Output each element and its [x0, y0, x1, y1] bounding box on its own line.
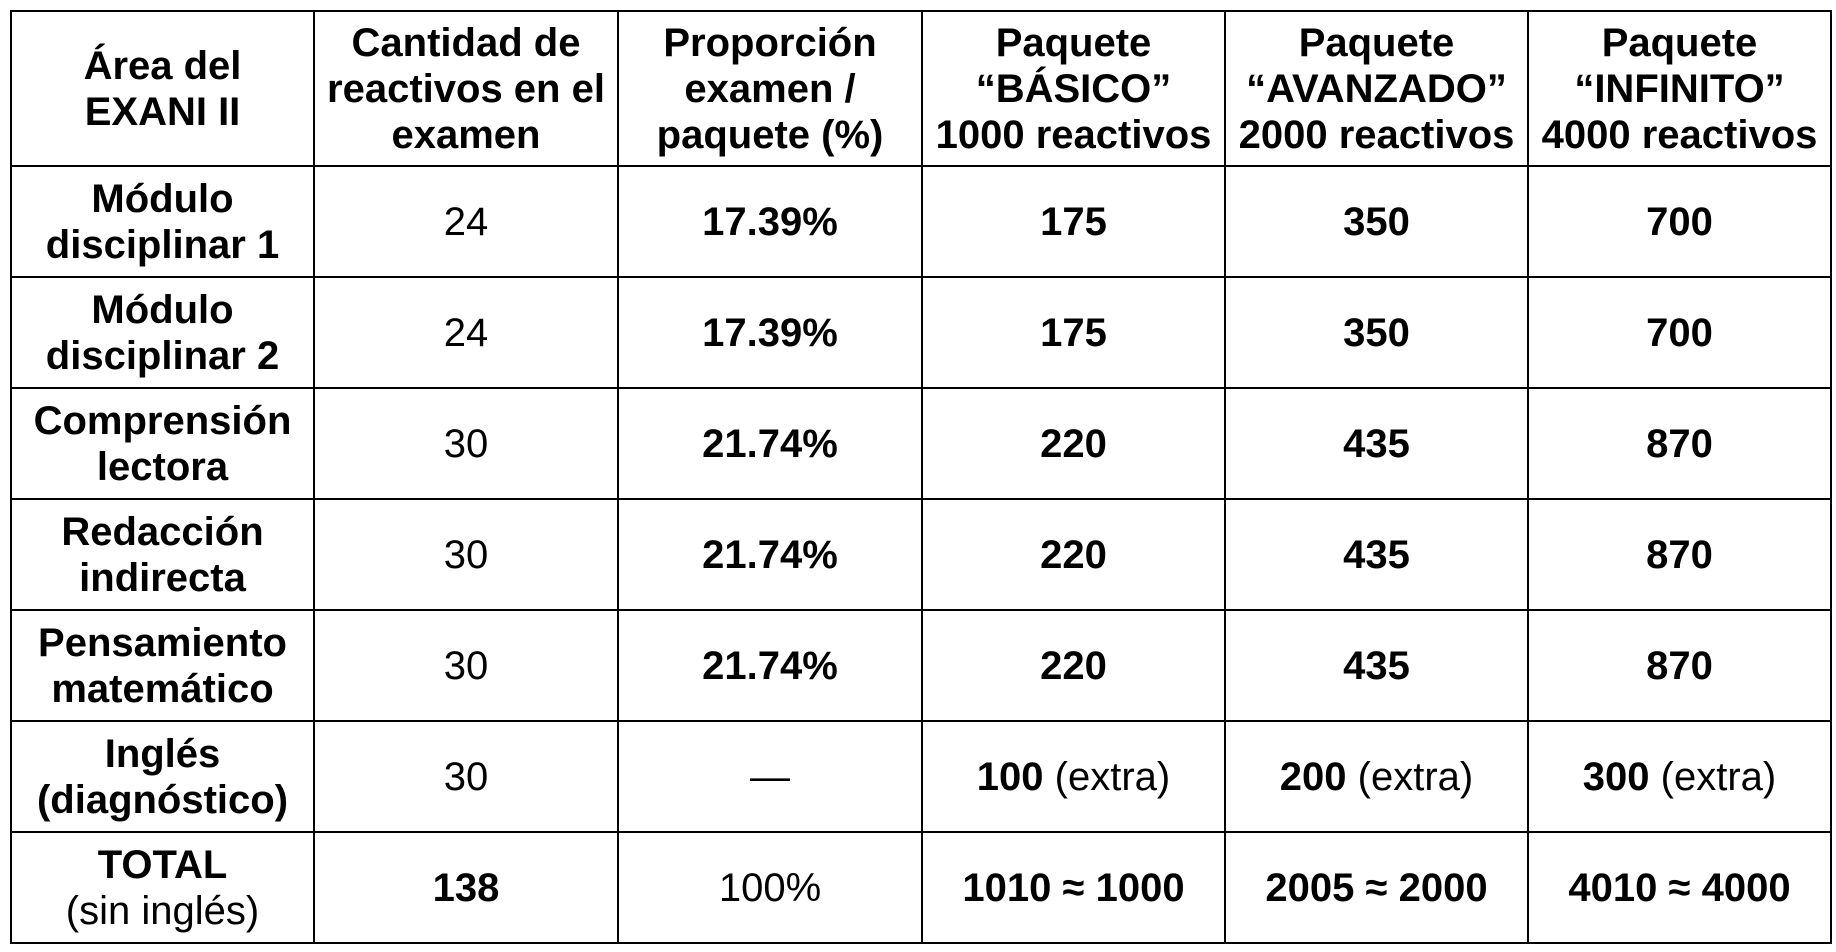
- total-basico-cell: 1010 ≈ 1000: [922, 832, 1225, 943]
- avanzado-cell: 435: [1225, 388, 1528, 499]
- basico-cell: 220: [922, 610, 1225, 721]
- extra-label: (extra): [1357, 754, 1474, 799]
- basico-cell: 175: [922, 166, 1225, 277]
- header-text: examen: [391, 112, 541, 157]
- header-text: EXANI II: [84, 89, 241, 134]
- area-text: Módulo: [91, 176, 234, 221]
- count-cell: 24: [314, 277, 618, 388]
- infinito-cell: 700: [1528, 277, 1831, 388]
- header-text: “BÁSICO”: [975, 66, 1172, 111]
- table-container: [10, 10, 1832, 944]
- header-text: reactivos en el: [327, 66, 605, 111]
- ingles-row: [11, 721, 1831, 832]
- table-row: [11, 610, 1831, 721]
- total-count-cell: 138: [314, 832, 618, 943]
- area-cell: [11, 166, 314, 277]
- basico-cell: [922, 721, 1225, 832]
- area-text: disciplinar 1: [45, 222, 280, 267]
- proportion-cell: 21.74%: [618, 388, 922, 499]
- area-cell: [11, 388, 314, 499]
- avanzado-value: 200: [1279, 754, 1347, 799]
- area-text: matemático: [51, 666, 274, 711]
- extra-label: (extra): [1660, 754, 1777, 799]
- area-text: indirecta: [79, 555, 246, 600]
- area-cell: [11, 277, 314, 388]
- header-avanzado: [1225, 11, 1528, 166]
- total-label-cell: [11, 832, 314, 943]
- area-cell: [11, 721, 314, 832]
- header-text: 2000 reactivos: [1238, 112, 1515, 157]
- header-count: [314, 11, 618, 166]
- area-text: (diagnóstico): [36, 777, 289, 822]
- count-cell: 30: [314, 721, 618, 832]
- header-row: [11, 11, 1831, 166]
- header-text: 1000 reactivos: [935, 112, 1212, 157]
- area-text: Redacción: [61, 509, 264, 554]
- header-basico: [922, 11, 1225, 166]
- area-text: lectora: [96, 444, 229, 489]
- count-cell: 24: [314, 166, 618, 277]
- header-infinito: [1528, 11, 1831, 166]
- table-row: [11, 388, 1831, 499]
- header-text: examen /: [684, 66, 856, 111]
- total-avanzado-cell: 2005 ≈ 2000: [1225, 832, 1528, 943]
- infinito-cell: [1528, 721, 1831, 832]
- infinito-cell: 870: [1528, 610, 1831, 721]
- header-text: Paquete: [1601, 20, 1758, 65]
- infinito-cell: 870: [1528, 388, 1831, 499]
- header-text: paquete (%): [656, 112, 884, 157]
- exani-packages-table: [10, 10, 1832, 944]
- total-infinito-cell: 4010 ≈ 4000: [1528, 832, 1831, 943]
- header-text: Cantidad de: [351, 20, 581, 65]
- basico-cell: 175: [922, 277, 1225, 388]
- count-cell: 30: [314, 388, 618, 499]
- proportion-cell: 21.74%: [618, 610, 922, 721]
- total-sublabel: (sin inglés): [65, 888, 260, 933]
- infinito-cell: 870: [1528, 499, 1831, 610]
- header-text: Área del: [83, 43, 242, 88]
- area-text: Comprensión: [33, 398, 292, 443]
- header-text: Proporción: [663, 20, 877, 65]
- table-row: [11, 277, 1831, 388]
- count-cell: 30: [314, 499, 618, 610]
- total-proportion-cell: 100%: [618, 832, 922, 943]
- avanzado-cell: 435: [1225, 610, 1528, 721]
- proportion-cell: 17.39%: [618, 166, 922, 277]
- infinito-value: 300: [1582, 754, 1650, 799]
- header-text: Paquete: [995, 20, 1152, 65]
- total-label: TOTAL: [97, 842, 228, 887]
- header-text: “AVANZADO”: [1246, 66, 1507, 111]
- basico-cell: 220: [922, 499, 1225, 610]
- header-text: Paquete: [1298, 20, 1455, 65]
- header-text: “INFINITO”: [1574, 66, 1785, 111]
- area-text: Inglés: [104, 731, 221, 776]
- avanzado-cell: 350: [1225, 166, 1528, 277]
- proportion-cell: —: [618, 721, 922, 832]
- avanzado-cell: 350: [1225, 277, 1528, 388]
- area-text: disciplinar 2: [45, 333, 280, 378]
- header-area: [11, 11, 314, 166]
- extra-label: (extra): [1054, 754, 1171, 799]
- basico-value: 100: [976, 754, 1044, 799]
- avanzado-cell: [1225, 721, 1528, 832]
- basico-cell: 220: [922, 388, 1225, 499]
- area-cell: [11, 499, 314, 610]
- area-text: Módulo: [91, 287, 234, 332]
- area-cell: [11, 610, 314, 721]
- header-text: 4000 reactivos: [1541, 112, 1818, 157]
- header-proportion: [618, 11, 922, 166]
- total-row: [11, 832, 1831, 943]
- proportion-cell: 17.39%: [618, 277, 922, 388]
- table-row: [11, 166, 1831, 277]
- avanzado-cell: 435: [1225, 499, 1528, 610]
- count-cell: 30: [314, 610, 618, 721]
- table-row: [11, 499, 1831, 610]
- area-text: Pensamiento: [38, 620, 287, 665]
- infinito-cell: 700: [1528, 166, 1831, 277]
- proportion-cell: 21.74%: [618, 499, 922, 610]
